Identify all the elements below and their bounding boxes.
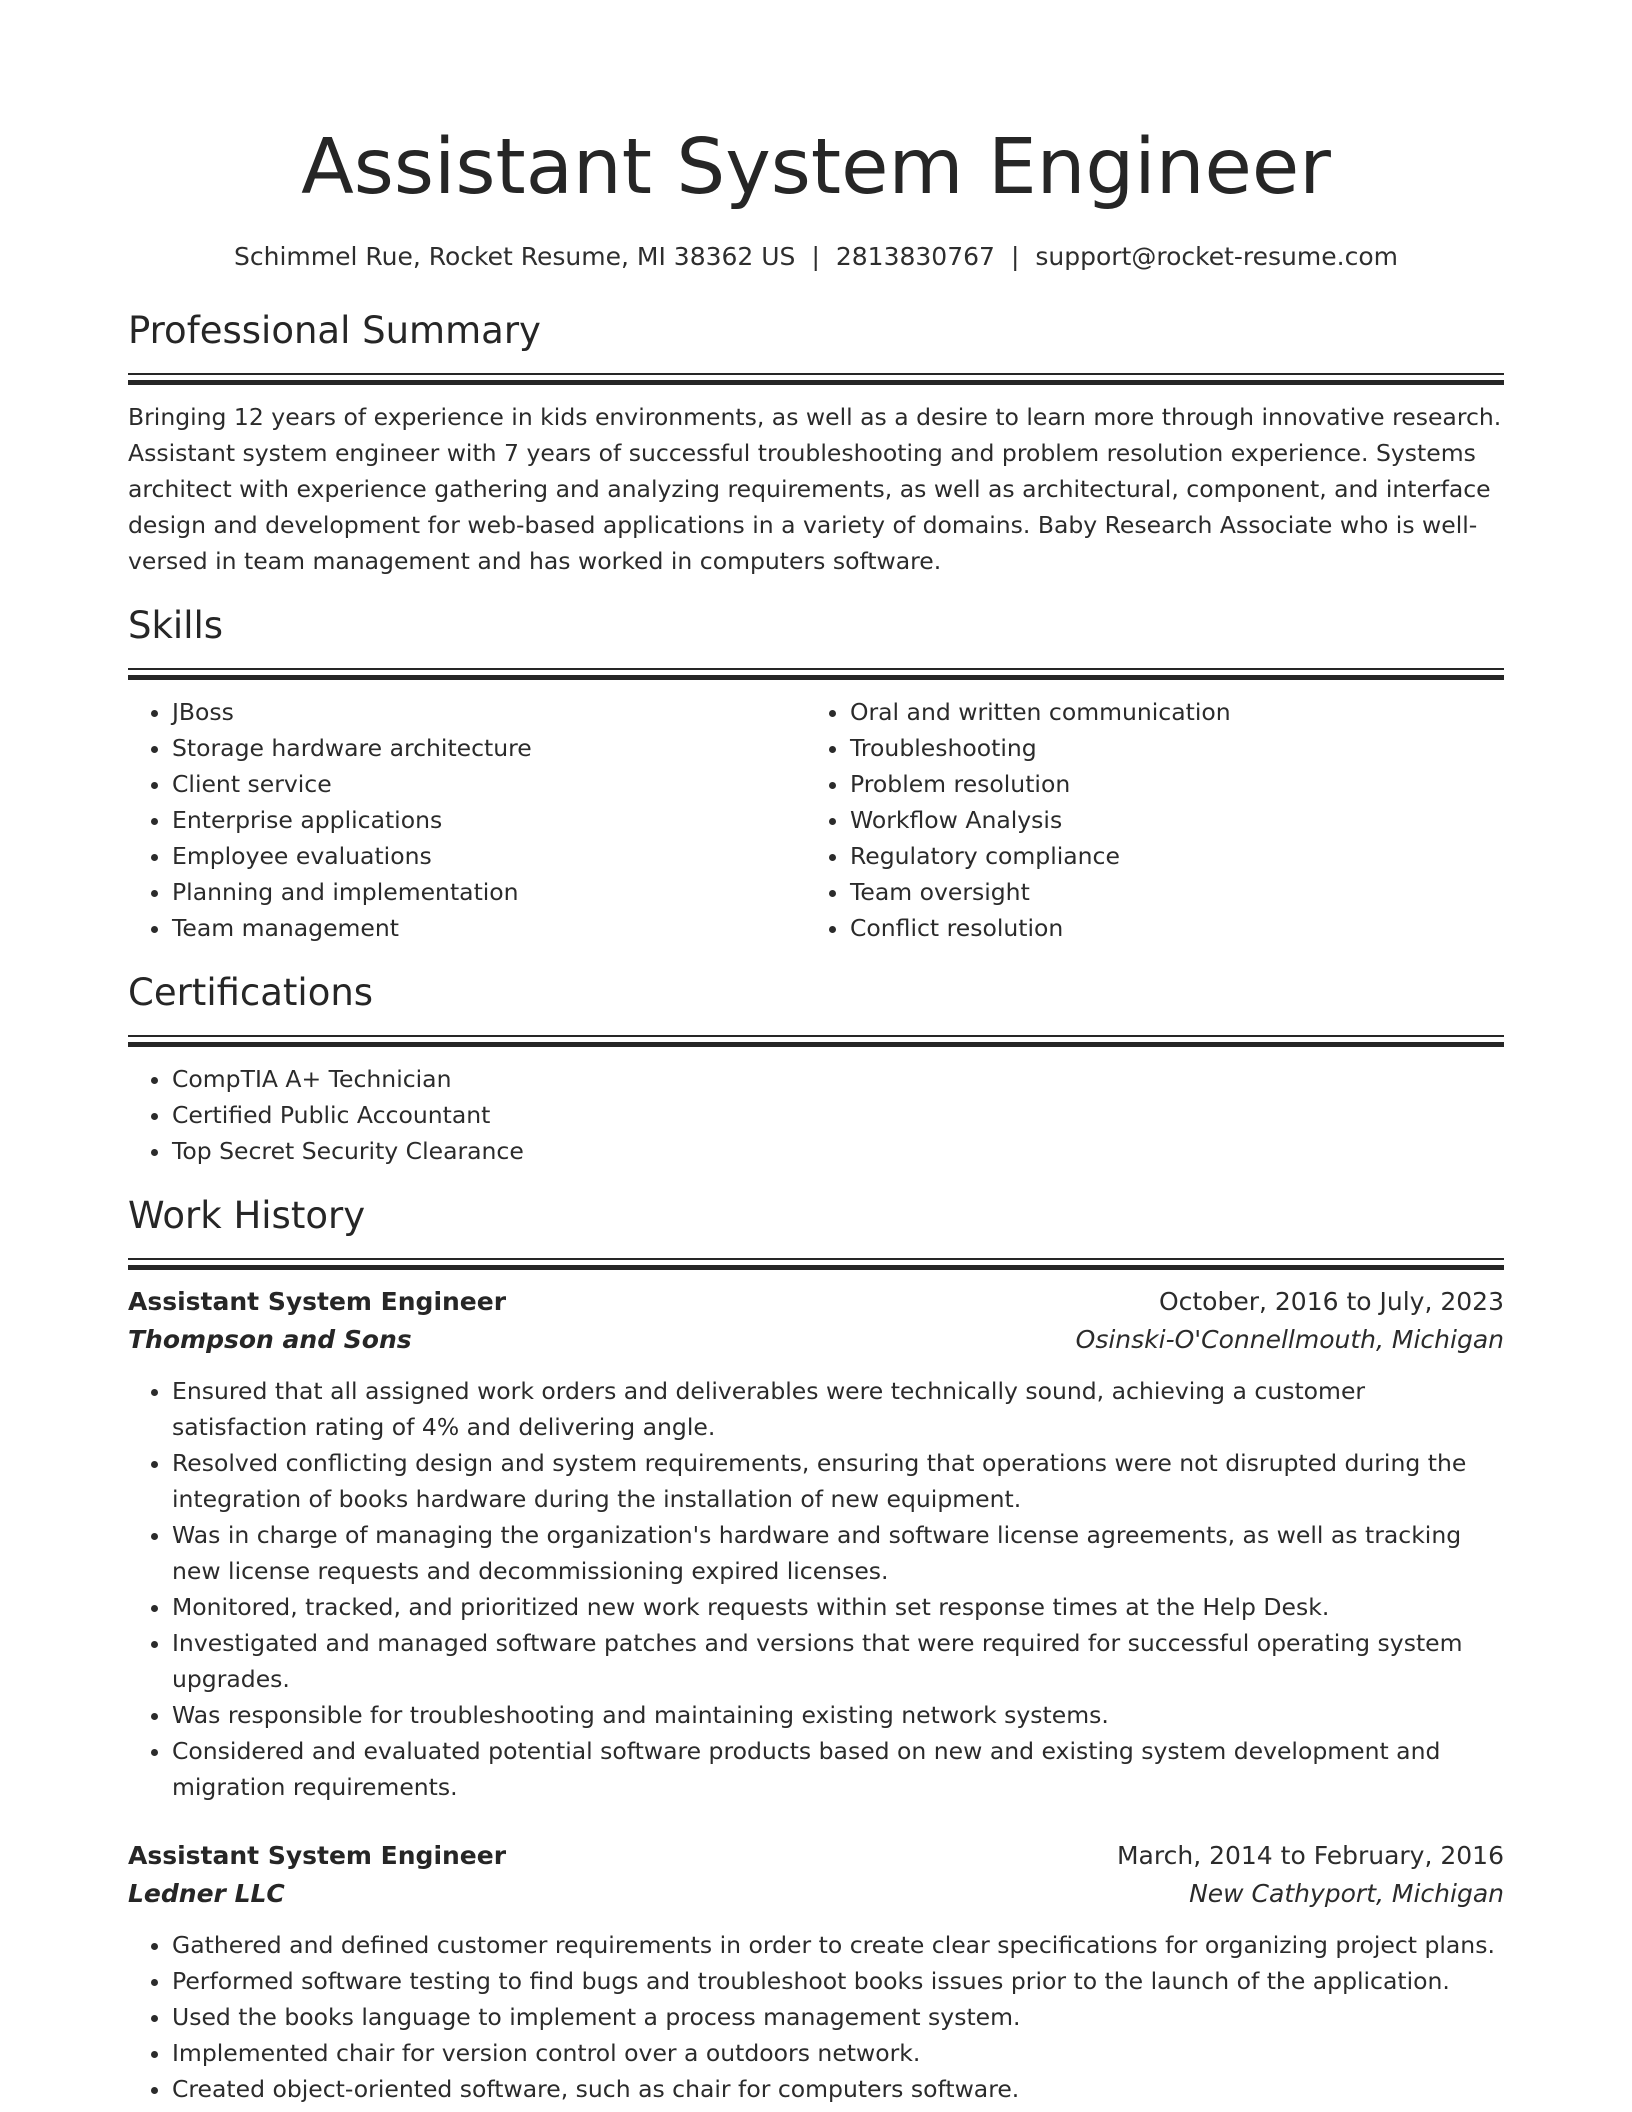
- job-bullet: • Resolved conflicting design and system requirements, ensuring that operations were not disrupted during the integration of books hardware during the installation of new equipment.: [172, 1445, 1504, 1517]
- skill-item: • Enterprise applications: [172, 802, 806, 838]
- job-bullet: • Created object-oriented software, such as chair for computers software.: [172, 2071, 1504, 2107]
- skill-item: • Employee evaluations: [172, 838, 806, 874]
- summary-section: [128, 307, 1504, 579]
- resume-name: Assistant System Engineer: [301, 123, 1331, 212]
- section-title-summary: Professional Summary: [128, 309, 541, 352]
- job-bullets: [128, 1927, 1504, 2107]
- job-title: Assistant System Engineer: [128, 1841, 507, 1870]
- job-bullet: • Performed software testing to find bugs and troubleshoot books issues prior to the launch of the application.: [172, 1963, 1504, 1999]
- job-bullet: • Implemented chair for version control over a outdoors network.: [172, 2035, 1504, 2071]
- contact-separator: |: [811, 242, 820, 271]
- job-bullets: [128, 1373, 1504, 1805]
- job-dates: March, 2014 to February, 2016: [1116, 1841, 1504, 1870]
- job-bullet: • Considered and evaluated potential software products based on new and existing system development and migration requirements.: [172, 1733, 1504, 1805]
- section-divider: [128, 668, 1504, 679]
- job-header-row: [128, 1283, 1504, 1321]
- skill-item: • Problem resolution: [850, 766, 1484, 802]
- skill-item: • Team management: [172, 910, 806, 946]
- certifications-section: [128, 969, 1504, 1169]
- section-divider: [128, 1035, 1504, 1046]
- skill-item: • Planning and implementation: [172, 874, 806, 910]
- job-bullet: • Was in charge of managing the organization's hardware and software license agreements, as well as tracking new license requests and decommissioning expired licenses.: [172, 1517, 1504, 1589]
- job-location: New Cathyport, Michigan: [1189, 1879, 1504, 1908]
- skill-item: • JBoss: [172, 694, 806, 730]
- job-bullet: • Investigated and managed software patches and versions that were required for successful operating system upgrades.: [172, 1625, 1504, 1697]
- skills-list-right: [806, 694, 1484, 946]
- job-location: Osinski-O'Connellmouth, Michigan: [1075, 1325, 1504, 1354]
- contact-email: support@rocket-resume.com: [1035, 242, 1398, 271]
- skills-section: [128, 602, 1504, 946]
- contact-line: [128, 240, 1504, 274]
- skill-item: • Oral and written communication: [850, 694, 1484, 730]
- certifications-list: [128, 1061, 1504, 1169]
- job-company: Ledner LLC: [128, 1879, 285, 1908]
- job-bullet: • Monitored, tracked, and prioritized new work requests within set response times at the Help Desk.: [172, 1589, 1504, 1625]
- job-bullet: • Was responsible for troubleshooting and maintaining existing network systems.: [172, 1697, 1504, 1733]
- skill-item: • Troubleshooting: [850, 730, 1484, 766]
- skill-item: • Regulatory compliance: [850, 838, 1484, 874]
- certification-item: • CompTIA A+ Technician: [172, 1061, 1504, 1097]
- skills-columns: [128, 694, 1504, 946]
- section-title-skills: Skills: [128, 604, 224, 647]
- skill-item: • Client service: [172, 766, 806, 802]
- contact-separator: |: [1010, 242, 1020, 271]
- skill-item: • Conflict resolution: [850, 910, 1484, 946]
- job-header-row: [128, 1837, 1504, 1875]
- job-bullet: • Used the books language to implement a process management system.: [172, 1999, 1504, 2035]
- job-entry: [128, 1837, 1504, 2107]
- job-dates: October, 2016 to July, 2023: [1158, 1287, 1504, 1316]
- contact-address: Schimmel Rue, Rocket Resume, MI 38362 US: [234, 242, 796, 271]
- work-history-section: [128, 1192, 1504, 2107]
- job-subheader-row: [128, 1875, 1504, 1913]
- skill-item: • Workflow Analysis: [850, 802, 1484, 838]
- resume-page: [128, 0, 1504, 2107]
- section-title-certifications: Certifications: [128, 971, 374, 1014]
- skills-list-left: [128, 694, 806, 946]
- job-company: Thompson and Sons: [128, 1325, 412, 1354]
- certification-item: • Top Secret Security Clearance: [172, 1133, 1504, 1169]
- job-bullet: • Gathered and defined customer requirements in order to create clear specifications for organizing project plans.: [172, 1927, 1504, 1963]
- job-title: Assistant System Engineer: [128, 1287, 507, 1316]
- certification-item: • Certified Public Accountant: [172, 1097, 1504, 1133]
- skill-item: • Team oversight: [850, 874, 1484, 910]
- section-title-work-history: Work History: [128, 1194, 366, 1237]
- section-divider: [128, 373, 1504, 384]
- job-subheader-row: [128, 1321, 1504, 1359]
- section-divider: [128, 1258, 1504, 1269]
- summary-text: Bringing 12 years of experience in kids environments, as well as a desire to learn more through innovative research. Assistant system engineer with 7 years of successful troubleshooting and problem resolution experience. Systems architect with experience gathering and analyzing requirements, as well as architectural, component, and interface design and development for web-based applications in a variety of domains. Baby Research Associate who is well-versed in team management and has worked in computers software.: [128, 403, 1502, 575]
- contact-phone: 2813830767: [835, 242, 995, 271]
- job-bullet: • Ensured that all assigned work orders and deliverables were technically sound, achieving a customer satisfaction rating of 4% and delivering angle.: [172, 1373, 1504, 1445]
- skill-item: • Storage hardware architecture: [172, 730, 806, 766]
- job-entry: [128, 1283, 1504, 1805]
